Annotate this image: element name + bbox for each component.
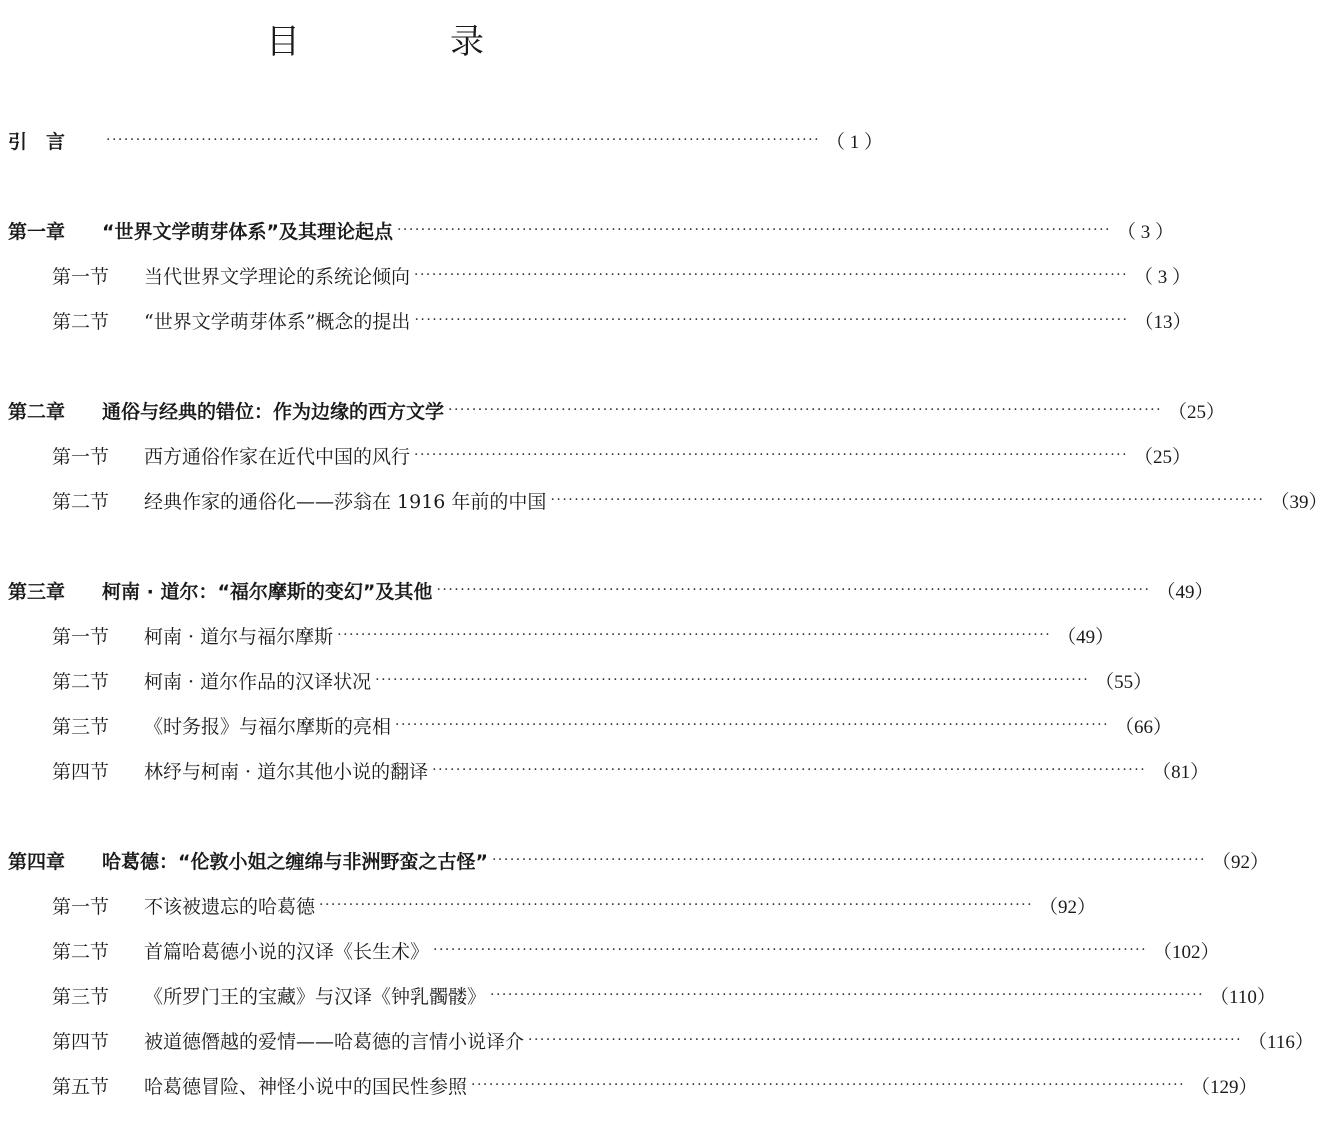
entry-label: 第二章 — [8, 400, 66, 423]
toc-chapter-entry[interactable] — [0, 574, 1214, 606]
page-number: （25） — [1168, 401, 1226, 423]
page-number: （66） — [1115, 716, 1173, 738]
entry-label: 第五节 — [52, 1075, 110, 1098]
dot-leader: ························································································································ — [491, 852, 1207, 868]
entry-title: 被道德僭越的爱情——哈葛德的言情小说译介 — [144, 1030, 525, 1053]
toc-section-entry[interactable] — [0, 934, 1220, 966]
entry-label: 第一节 — [52, 445, 110, 468]
page-number: （13） — [1134, 311, 1192, 333]
entry-label: 第二节 — [52, 670, 110, 693]
entry-title: 《时务报》与福尔摩斯的亮相 — [144, 715, 392, 738]
entry-label: 第二节 — [52, 490, 110, 513]
entry-title: 不该被遗忘的哈葛德 — [144, 895, 316, 918]
toc-section-entry[interactable] — [0, 1069, 1258, 1101]
toc-section-entry[interactable] — [0, 484, 1327, 516]
toc-chapter-entry[interactable] — [0, 394, 1226, 426]
entry-title: 西方通俗作家在近代中国的风行 — [144, 445, 411, 468]
entry-label: 第一节 — [52, 625, 110, 648]
entry-title: 哈葛德冒险、神怪小说中的国民性参照 — [144, 1075, 468, 1098]
entry-label: 第四节 — [52, 1030, 110, 1053]
toc-chapter-entry[interactable] — [0, 844, 1270, 876]
dot-leader: ························································································································ — [395, 717, 1110, 733]
entry-title: 《所罗门王的宝藏》与汉译《钟乳髑髅》 — [144, 985, 487, 1008]
toc-section-entry[interactable] — [0, 259, 1192, 291]
entry-title: 哈葛德：“伦敦小姐之缠绵与非洲野蛮之古怪” — [102, 850, 488, 873]
dot-leader: ························································································································ — [319, 897, 1034, 913]
toc-section-entry[interactable] — [0, 304, 1192, 336]
entry-title: 柯南 · 道尔与福尔摩斯 — [144, 625, 334, 648]
toc-section-entry[interactable] — [0, 754, 1210, 786]
entry-label: 第四节 — [52, 760, 110, 783]
toc-section-entry[interactable] — [0, 889, 1097, 921]
entry-title: 柯南 · 道尔作品的汉译状况 — [144, 670, 372, 693]
page-number: （92） — [1212, 851, 1270, 873]
entry-label: 第三节 — [52, 715, 110, 738]
entry-title: 经典作家的通俗化——莎翁在 1916 年前的中国 — [144, 490, 547, 513]
dot-leader: ························································································································ — [433, 942, 1148, 958]
entry-label: 第一节 — [52, 265, 110, 288]
dot-leader: ························································································································ — [375, 672, 1090, 688]
page-number: （129） — [1191, 1076, 1258, 1098]
entry-label: 第二节 — [52, 940, 110, 963]
dot-leader: ························································································································ — [414, 312, 1129, 328]
entry-label: 第一章 — [8, 220, 66, 243]
page-number: （ 1 ） — [826, 131, 884, 153]
entry-label: 第二节 — [52, 310, 110, 333]
page-number: （102） — [1153, 941, 1220, 963]
dot-leader: ························································································································ — [396, 222, 1112, 238]
toc-chapter-entry[interactable] — [0, 214, 1175, 246]
dot-leader: ························································································································ — [448, 402, 1163, 418]
dot-leader: ························································································································ — [490, 987, 1205, 1003]
toc-section-entry[interactable] — [0, 709, 1173, 741]
dot-leader: ························································································································ — [471, 1077, 1186, 1093]
toc-section-entry[interactable] — [0, 979, 1276, 1011]
dot-leader: ························································································································ — [106, 132, 821, 148]
toc-chapter-entry[interactable] — [0, 124, 884, 156]
entry-label: 第三章 — [8, 580, 66, 603]
entry-label: 第一节 — [52, 895, 110, 918]
dot-leader: ························································································································ — [414, 267, 1129, 283]
dot-leader: ························································································································ — [414, 447, 1129, 463]
page-number: （116） — [1248, 1031, 1314, 1053]
page-number: （ 3 ） — [1117, 221, 1175, 243]
page-number: （110） — [1210, 986, 1276, 1008]
toc-section-entry[interactable] — [0, 664, 1153, 696]
dot-leader: ························································································································ — [337, 627, 1052, 643]
page-number: （ 3 ） — [1134, 266, 1192, 288]
toc-section-entry[interactable] — [0, 439, 1192, 471]
toc-section-entry[interactable] — [0, 1024, 1314, 1056]
page-number: （55） — [1095, 671, 1153, 693]
entry-label: 第四章 — [8, 850, 66, 873]
dot-leader: ························································································································ — [432, 762, 1147, 778]
entry-title: 首篇哈葛德小说的汉译《长生术》 — [144, 940, 430, 963]
entry-title: 当代世界文学理论的系统论倾向 — [144, 265, 411, 288]
page-number: （92） — [1039, 896, 1097, 918]
page-number: （49） — [1057, 626, 1115, 648]
dot-leader: ························································································································ — [528, 1032, 1243, 1048]
page-number: （25） — [1134, 446, 1192, 468]
entry-title: “世界文学萌芽体系”概念的提出 — [144, 310, 411, 333]
entry-title: 柯南 · 道尔：“福尔摩斯的变幻”及其他 — [102, 580, 433, 603]
entry-title: 林纾与柯南 · 道尔其他小说的翻译 — [144, 760, 429, 783]
entry-label: 引 言 — [8, 130, 66, 153]
page-title: 目 录 — [266, 22, 542, 62]
dot-leader: ························································································································ — [436, 582, 1151, 598]
entry-title: “世界文学萌芽体系”及其理论起点 — [102, 220, 393, 243]
entry-title: 通俗与经典的错位：作为边缘的西方文学 — [102, 400, 445, 423]
page-number: （81） — [1152, 761, 1210, 783]
entry-label: 第三节 — [52, 985, 110, 1008]
page-number: （49） — [1156, 581, 1214, 603]
page-number: （39） — [1270, 491, 1327, 513]
toc-section-entry[interactable] — [0, 619, 1115, 651]
dot-leader: ························································································································ — [550, 492, 1265, 508]
